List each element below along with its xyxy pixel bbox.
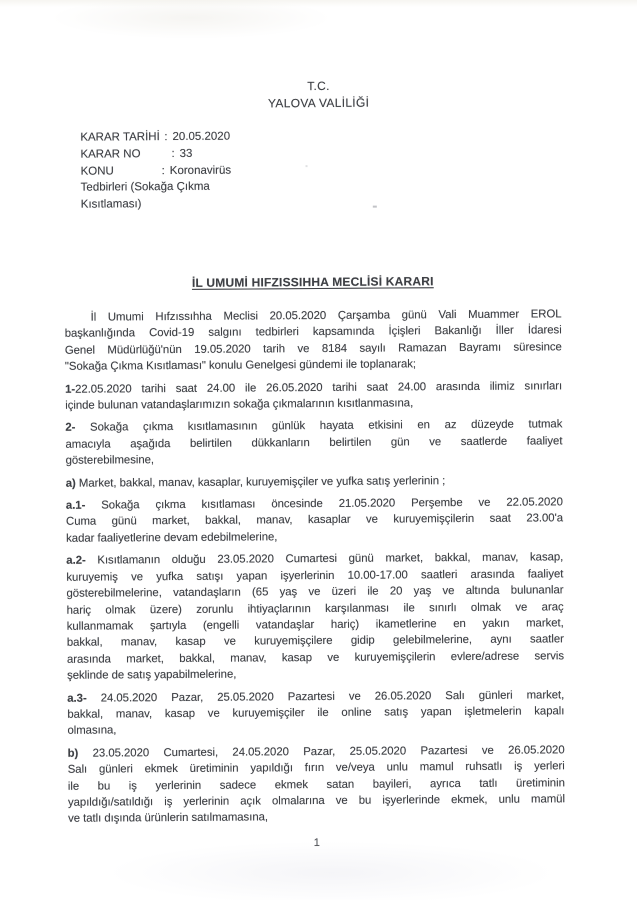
letterhead — [70, 76, 567, 113]
meta-value: 33 — [179, 147, 193, 160]
paragraph — [65, 306, 562, 375]
paragraph-line: Genel Müdürlüğü'nün 19.05.2020 tarih ve 8184 sayılı Ramazan Bayramı süresince — [64, 341, 562, 357]
meta-value: Koronavirüs — [169, 164, 232, 177]
paragraph — [65, 378, 562, 414]
paragraph-line: içinde bulunan vatandaşlarımızın sokağa çıkmalarının kısıtlanmasına, — [65, 397, 414, 412]
decision-title: İL UMUMİ HIFZISSIHHA MECLİSİ KARARI — [191, 274, 434, 290]
paragraph-line: arasında market, bakkal, manav, kasap ve kuruyemişçilerin evlere/adrese servis — [66, 650, 564, 666]
meta-label: KONU — [80, 165, 114, 178]
paragraph-line: başkanlığında Covid-19 salgını tedbirleri kapsamında İçişleri Bakanlığı İller İdaresi — [64, 324, 562, 341]
meta-label: KARAR TARİHİ — [80, 131, 160, 144]
paragraph — [66, 494, 563, 547]
item-prefix: a.1- — [65, 499, 86, 512]
paragraph-line: bakkal, manav, kasap ve kuruyemişçilere gidip gelebilmelerine, aynı saatler — [66, 633, 564, 650]
paragraph-line: kuruyemiş ve yufka satışı yapan işyerlerinin 10.00-17.00 saatleri arasında faaliyet — [66, 567, 564, 584]
decision-body — [65, 306, 566, 833]
governorship-name: YALOVA VALİLİĞİ — [267, 95, 370, 111]
paragraph-line: İl Umumi Hıfzıssıhha Meclisi 20.05.2020 Çarşamba günü Vali Muammer EROL — [90, 308, 562, 324]
paragraph-line: a.2- Kısıtlamanın olduğu 23.05.2020 Cumartesi günü market, bakkal, manav, kasap, — [66, 551, 564, 568]
paragraph-line: a.1- Sokağa çıkma kısıtlaması öncesinde 21.05.2020 Perşembe ve 22.05.2020 — [65, 496, 563, 512]
meta-label: KARAR NO — [80, 148, 141, 161]
scan-speck — [373, 206, 377, 208]
meta-row — [80, 128, 320, 146]
paragraph — [65, 417, 562, 470]
paragraph-line: gösterebilmelerine, vatandaşların (65 yaş ve üzeri ile 20 yaş ve altında bulunanlar — [66, 584, 564, 600]
item-prefix: a) — [65, 477, 76, 490]
paragraph — [66, 550, 564, 685]
paragraph-line: hariç olmak üzere) zorunlu ihtiyaçlarının karşılanması ile sınırlı olmak ve araç — [66, 600, 564, 617]
paragraph-line: gösterebilmesine, — [65, 454, 155, 468]
meta-row — [80, 162, 320, 180]
paragraph-line: "Sokağa Çıkma Kısıtlaması" konulu Genelgesi gündemi ile toplanarak; — [64, 358, 417, 373]
paragraph-line: yapıldığı/satıldığı iş yerlerinin açık olmalarına ve bu işyerlerinde ekmek, unlu mamül — [67, 793, 565, 809]
paragraph-line: şeklinde de satış yapabilmelerine, — [67, 668, 237, 682]
paragraph-line: ile bu iş yerlerinin sadece ekmek satan bayileri, ayrıca tatlı üretiminin — [67, 776, 565, 793]
paragraph-line: amacıyla aşağıda belirtilen dükkanların belirtilen gün ve saatlerde faaliyet — [65, 435, 563, 451]
page-number: 1 — [313, 837, 320, 850]
paragraph-line: kullanmamak şartıyla (engelli vatandaşlar hariç) ikametlerine en yakın market, — [66, 617, 564, 633]
item-prefix: a.3- — [67, 692, 87, 705]
meta-row — [80, 145, 320, 163]
paragraph-line: kadar faaliyetlerine devam edebilmelerine, — [66, 531, 278, 545]
meta-separator: : — [164, 131, 168, 144]
paragraph-line: Salı günleri ekmek üretiminin yapıldığı fırın ve/veya unlu mamul ruhsatlı iş yerleri — [67, 760, 565, 776]
paragraph-line: olmasına, — [67, 724, 117, 738]
paragraph-line: ve tatlı dışında ürünlerin satılmamasına, — [68, 811, 269, 826]
decision-meta — [80, 128, 321, 214]
paragraph-line: 2- Sokağa çıkma kısıtlamasının günlük hayata etkisini en az düzeyde tutmak — [65, 418, 563, 435]
meta-separator: : — [161, 164, 165, 177]
meta-value-wrap-line: Kısıtlaması) — [80, 198, 142, 211]
item-prefix: 1- — [65, 383, 76, 396]
paragraph-line: 1-22.05.2020 tarihi saat 24.00 ile 26.05.2020 tarihi saat 24.00 arasında ilimiz sınırları — [65, 379, 563, 396]
paragraph — [67, 687, 564, 740]
meta-value: 20.05.2020 — [172, 130, 231, 144]
item-prefix: 2- — [65, 422, 76, 435]
scan-speck — [306, 165, 308, 167]
paragraph-line: a.3- 24.05.2020 Pazar, 25.05.2020 Pazartesi ve 26.05.2020 Salı günleri market, — [67, 688, 565, 705]
meta-value-wrap-line: Tedbirleri (Sokağa Çıkma — [80, 181, 210, 195]
paragraph-line: a) Market, bakkal, manav, kasaplar, kuruyemişçiler ve yufka satış yerlerinin ; — [65, 474, 446, 490]
item-prefix: a.2- — [66, 554, 86, 568]
paragraph — [68, 742, 566, 827]
republic-abbrev: T.C. — [307, 78, 330, 94]
paragraph — [66, 472, 563, 492]
item-prefix: b) — [67, 747, 79, 760]
paragraph-line: b) 23.05.2020 Cumartesi, 24.05.2020 Pazar, 25.05.2020 Pazartesi ve 26.05.2020 — [67, 744, 565, 760]
meta-separator: : — [171, 147, 175, 160]
paragraph-line: bakkal, manav, kasap ve kuruyemişçiler ile online satış yapan işletmelerin kapalı — [67, 705, 565, 721]
paragraph-line: Cuma günü market, bakkal, manav, kasaplar ve kuruyemişçilerin saat 23.00'a — [65, 512, 564, 529]
